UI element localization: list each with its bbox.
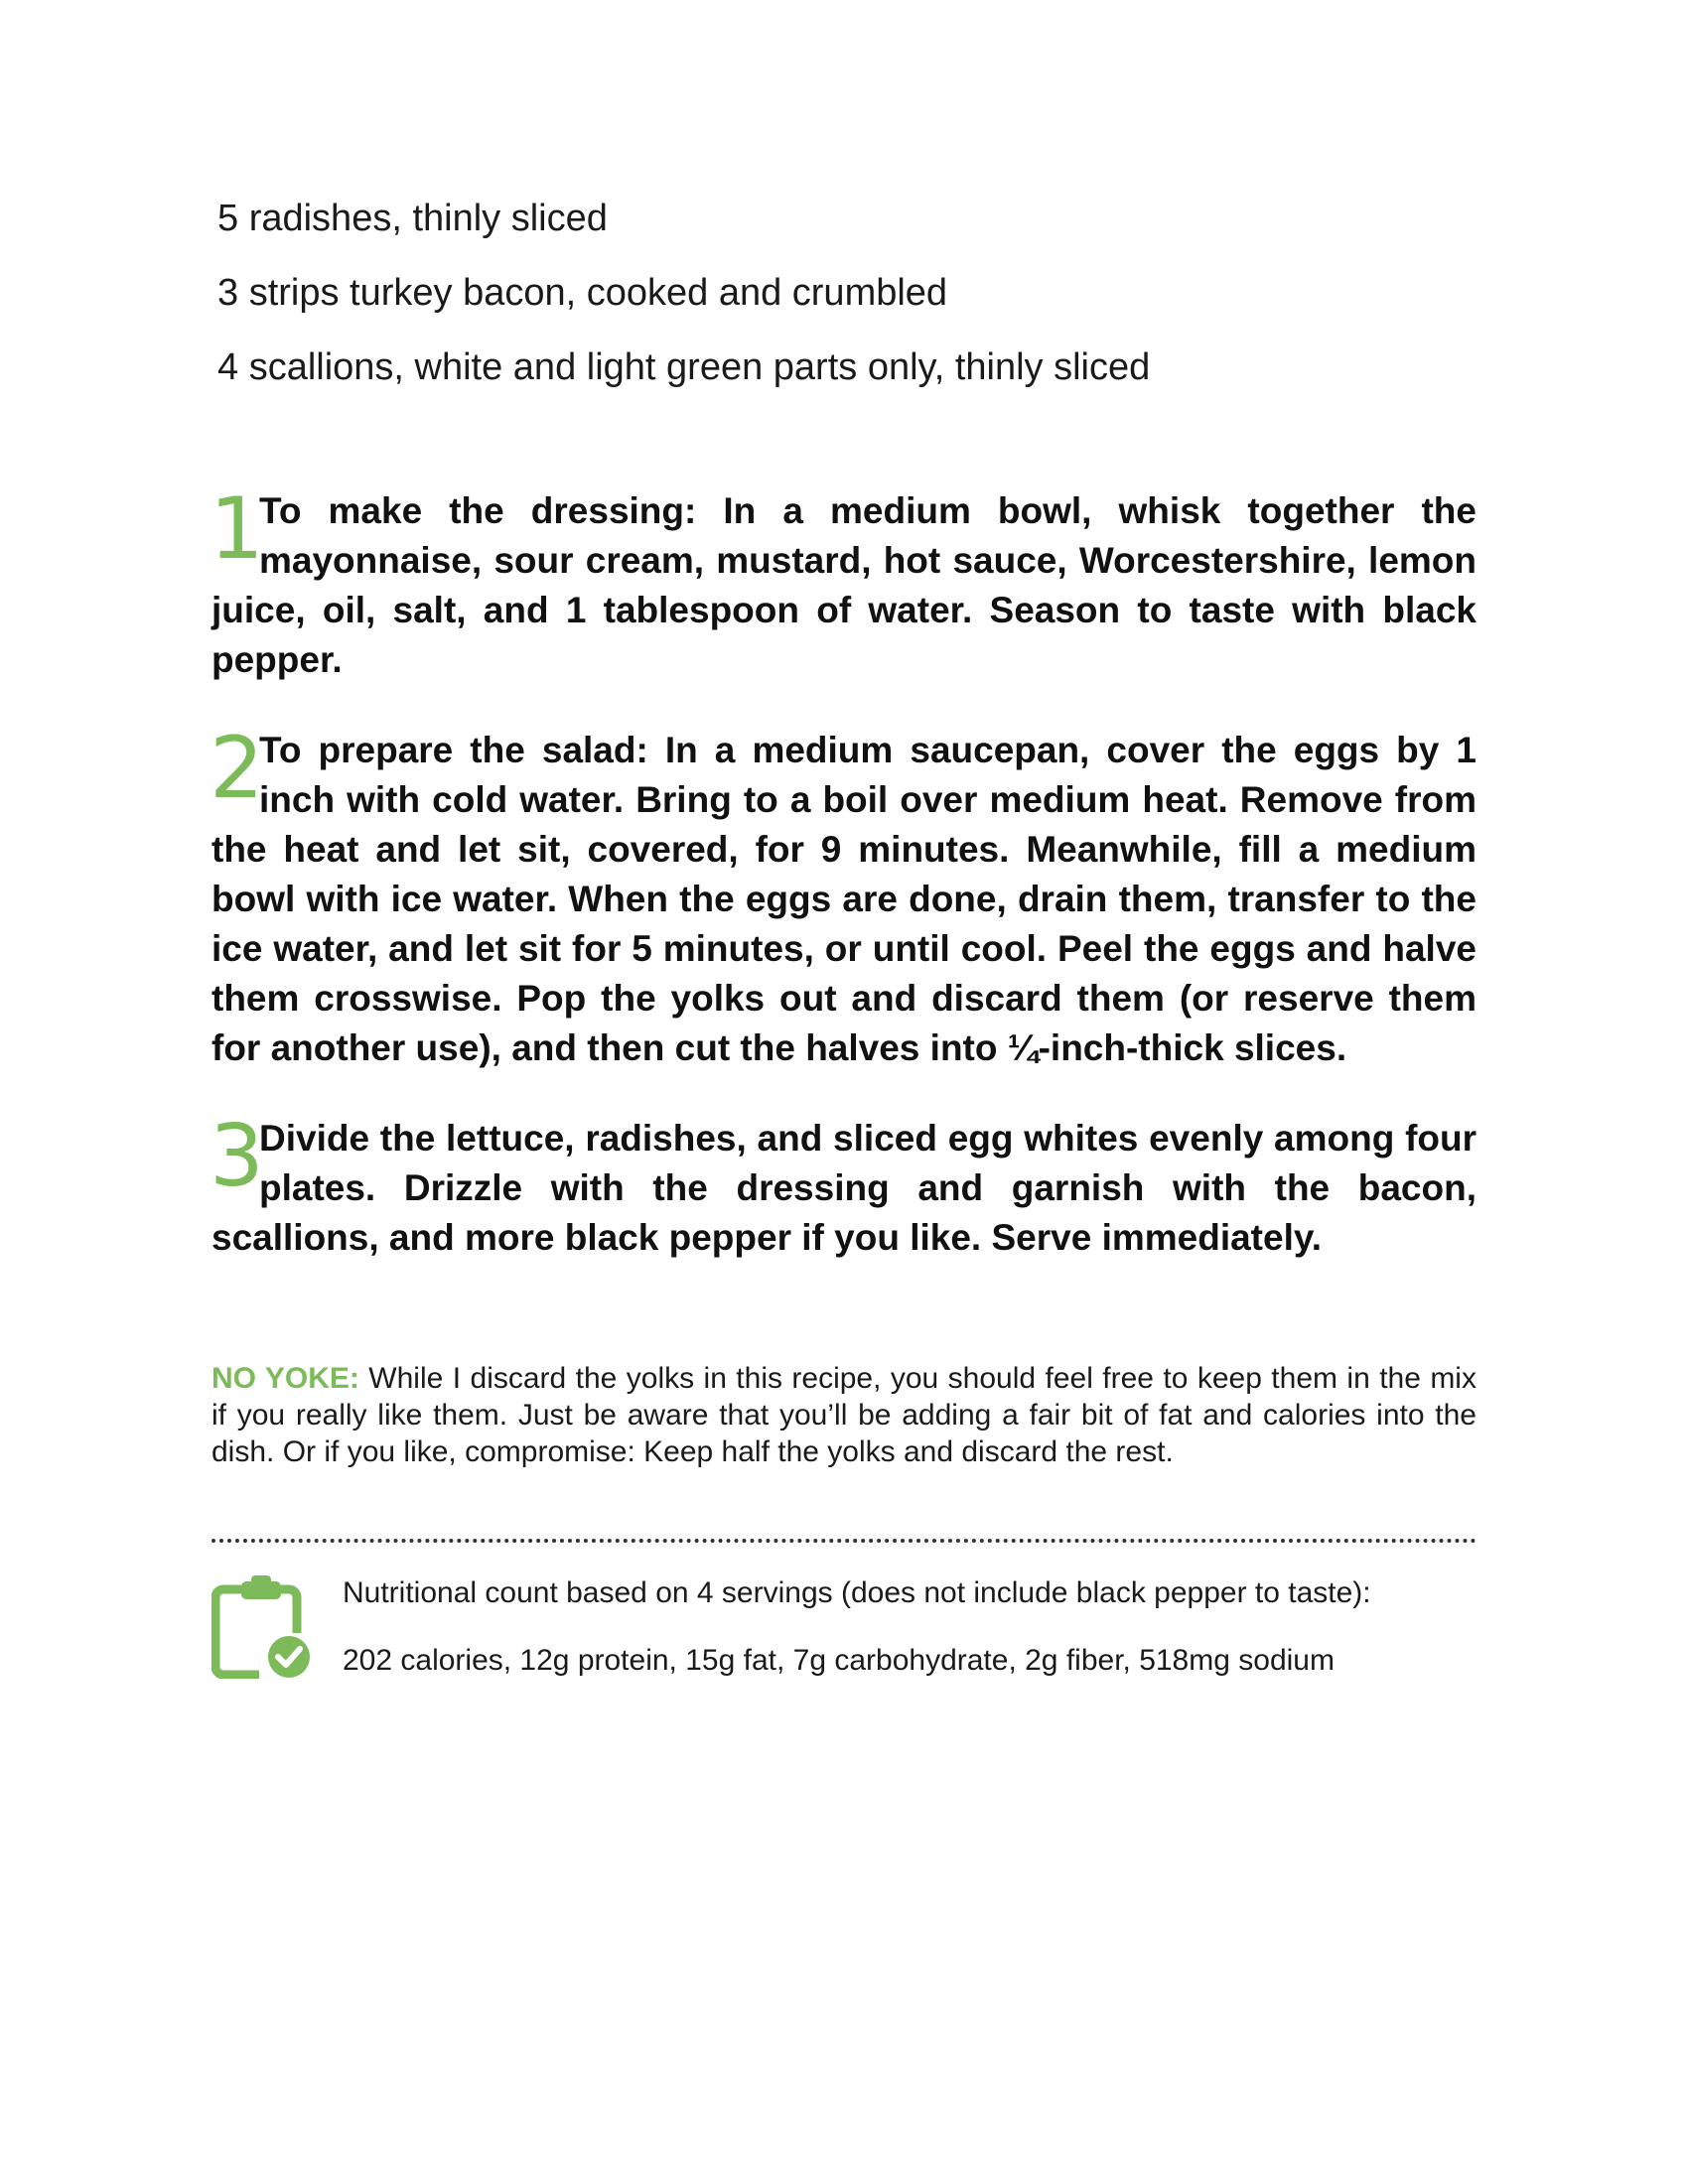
nutrition-values: 202 calories, 12g protein, 15g fat, 7g carbohydrate, 2g fiber, 518mg sodium bbox=[343, 1644, 1335, 1677]
instruction-steps bbox=[210, 479, 1477, 1303]
step-3 bbox=[210, 1107, 1477, 1263]
step-text: Divide the lettuce, radishes, and sliced egg whites evenly among four plates. Drizzle with the dressing and garnish with the bacon, scallions, and more black pepper if you like. Serve immediately. bbox=[211, 1118, 1477, 1258]
tip-note bbox=[211, 1360, 1477, 1470]
step-number: 2 bbox=[210, 719, 264, 818]
step-2 bbox=[210, 719, 1477, 1073]
step-1 bbox=[210, 479, 1477, 685]
ingredient-item: 4 scallions, white and light green parts only, thinly sliced bbox=[217, 346, 1151, 388]
nutrition-text bbox=[343, 1573, 1475, 1681]
step-number: 1 bbox=[210, 479, 264, 579]
tip-text: While I discard the yolks in this recipe, you should feel free to keep them in the mix if you really like them. Just be aware that you’ll be adding a fair bit of fat and calories into the dish. Or if you like, compromise: Keep half the yolks and discard the rest. bbox=[211, 1362, 1477, 1468]
step-text: To prepare the salad: In a medium saucepan, cover the eggs by 1 inch with cold water. Bring to a boil over medium heat. Remove from the heat and let sit, covered, for 9 minutes. Meanwhile, fill a medium bowl with ice water. When the eggs are done, drain them, transfer to the ice water, and let sit for 5 minutes, or until cool. Peel the eggs and halve them crosswise. Pop the yolks out and discard them (or reserve them for another use), and then cut the halves into ¼-inch-thick slices. bbox=[211, 730, 1477, 1068]
step-text: To make the dressing: In a medium bowl, whisk together the mayonnaise, sour cream, mustard, hot sauce, Worcestershire, lemon juice, oil, salt, and 1 tablespoon of water. Season to taste with black pepper. bbox=[211, 490, 1477, 680]
ingredient-item: 5 radishes, thinly sliced bbox=[217, 198, 608, 239]
ingredient-item: 3 strips turkey bacon, cooked and crumbled bbox=[217, 272, 948, 314]
nutrition-basis: Nutritional count based on 4 servings (does not include black pepper to taste): bbox=[343, 1576, 1371, 1609]
clipboard-check-icon bbox=[211, 1575, 311, 1679]
nutrition-box bbox=[211, 1573, 1477, 1683]
step-number: 3 bbox=[210, 1107, 264, 1206]
ingredient-list bbox=[217, 194, 1477, 417]
tip-label: NO YOKE: bbox=[211, 1362, 359, 1395]
dotted-divider bbox=[211, 1539, 1477, 1543]
